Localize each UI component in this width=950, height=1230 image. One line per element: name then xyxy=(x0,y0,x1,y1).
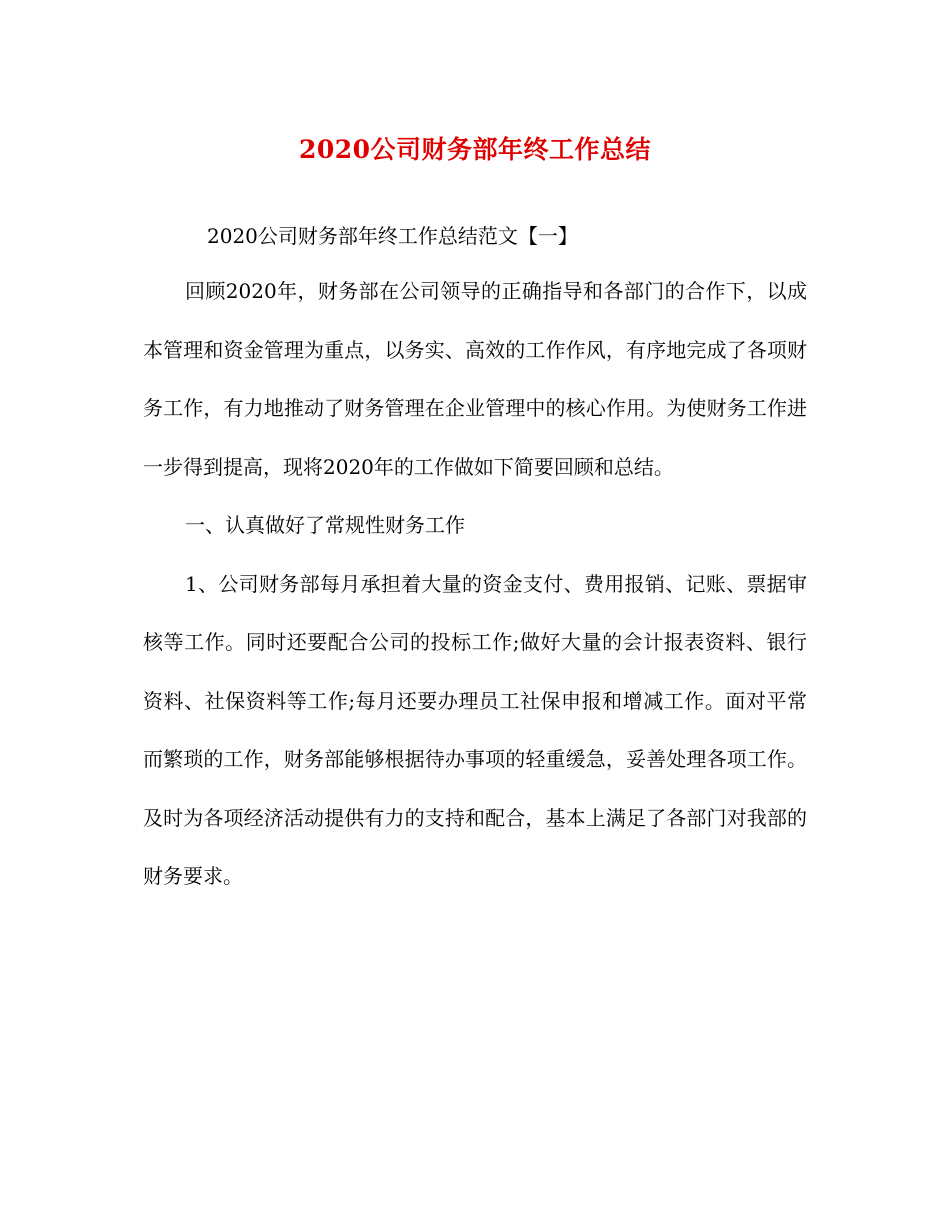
document-subtitle: 2020公司财务部年终工作总结范文【一】 xyxy=(207,224,578,248)
paragraph-review: 回顾2020年，财务部在公司领导的正确指导和各部门的合作下，以成本管理和资金管理为重点，以务实、高效的工作作风，有序地完成了各项财务工作，有力地推动了财务管理在企业管理中的核心作用。为使财务工作进一步得到提高，现将2020年的工作做如下简要回顾和总结。 xyxy=(143,279,807,479)
document-title: 2020公司财务部年终工作总结 xyxy=(298,135,652,164)
document-body xyxy=(143,210,807,906)
section-heading-routine-work: 一、认真做好了常规性财务工作 xyxy=(185,513,465,537)
paragraph-item-1: 1、公司财务部每月承担着大量的资金支付、费用报销、记账、票据审核等工作。同时还要配合公司的投标工作;做好大量的会计报表资料、银行资料、社保资料等工作;每月还要办理员工社保申报和增减工作。面对平常而繁琐的工作，财务部能够根据待办事项的轻重缓急，妥善处理各项工作。及时为各项经济活动提供有力的支持和配合，基本上满足了各部门对我部的财务要求。 xyxy=(143,571,807,888)
